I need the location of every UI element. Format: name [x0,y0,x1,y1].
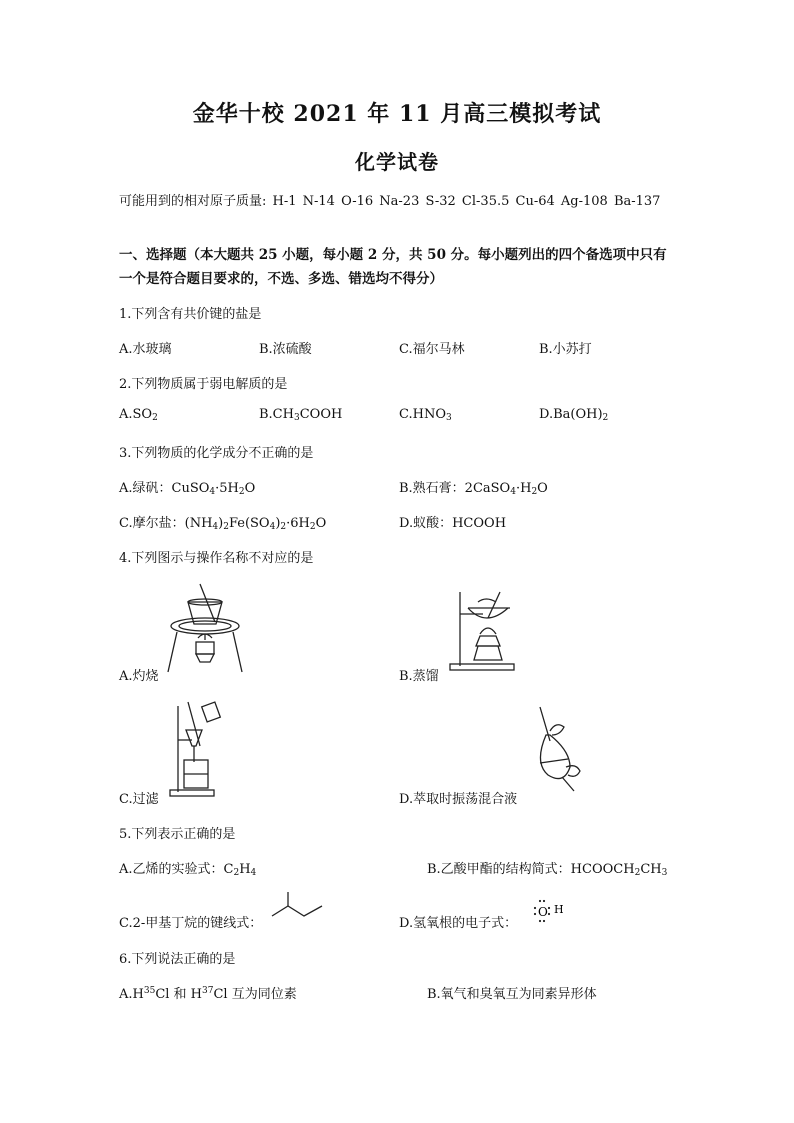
q2-option-b: $B.CH_3COOH$ [259,407,343,423]
q2-option-d: $D.Ba(OH)_2$ [539,407,609,423]
q3-stem: 3.下列物质的化学成分不正确的是 [119,446,314,461]
oh-oxygen-symbol: O [538,905,548,919]
q2-option-a: $A.SO_2$ [119,407,158,423]
q1-option-d: B.小苏打 [539,342,592,357]
q1-option-a: A.水玻璃 [119,342,172,357]
evaporation-apparatus-figure [438,588,528,673]
section-heading: 一、选择题（本大题共 25 小题，每小题 2 分，共 50 分。每小题列出的四个备选项中只有一个是符合题目要求的，不选、多选、错选均不得分） [119,247,667,287]
q4-option-c: C.过滤 [119,792,159,807]
methylbutane-skeletal-formula [270,892,330,924]
q2-option-c: $C.HNO_3$ [399,407,452,423]
oh-hydrogen-symbol: H [554,903,564,916]
q3-option-a: A.绿矾：$CuSO_4\cdot 5H_2O$ [119,481,256,497]
q3-option-b: B.熟石膏：$2CaSO_4\cdot H_2O$ [399,481,548,497]
q1-option-c: C.福尔马林 [399,342,465,357]
q1-option-b: B.浓硫酸 [259,342,312,357]
q1-stem: 1.下列含有共价键的盐是 [119,307,262,322]
q2-stem: 2.下列物质属于弱电解质的是 [119,377,288,392]
hydroxide-electron-dot [533,898,573,924]
calcination-apparatus-figure [160,580,250,675]
q5-option-d: D.氢氧根的电子式： [399,916,518,931]
exam-title: 金华十校 2021 年 11 月高三模拟考试 [192,101,602,127]
q4-option-d: D.萃取时振荡混合液 [399,792,518,807]
q6-option-a: $A.H^{35}Cl$ 和 $H^{37}Cl$ 互为同位素 [119,986,297,1002]
exam-subject: 化学试卷 [355,150,439,174]
q6-option-b: B.氧气和臭氧互为同素异形体 [427,987,597,1002]
q3-option-d: D.蚁酸：HCOOH [399,516,507,531]
q4-option-b: B.蒸馏 [399,669,439,684]
q5-stem: 5.下列表示正确的是 [119,827,236,842]
q5-option-c: C.2-甲基丁烷的键线式： [119,916,263,931]
filtration-apparatus-figure [168,700,228,800]
q4-option-a: A.灼烧 [119,669,159,684]
q5-option-b: B.乙酸甲酯的结构简式：$HCOOCH_2CH_3$ [427,862,668,878]
q3-option-c: C.摩尔盐：$(NH_4)_2Fe(SO_4)_2\cdot 6H_2O$ [119,516,327,532]
atomic-masses: 可能用到的相对原子质量: H-1 N-14 O-16 Na-23 S-32 Cl-35.5 Cu-64 Ag-108 Ba-137 [119,194,661,209]
separatory-funnel-figure [526,705,586,795]
q5-option-a: A.乙烯的实验式：$C_2H_4$ [119,862,257,878]
q4-stem: 4.下列图示与操作名称不对应的是 [119,551,314,566]
q6-stem: 6.下列说法正确的是 [119,952,236,967]
